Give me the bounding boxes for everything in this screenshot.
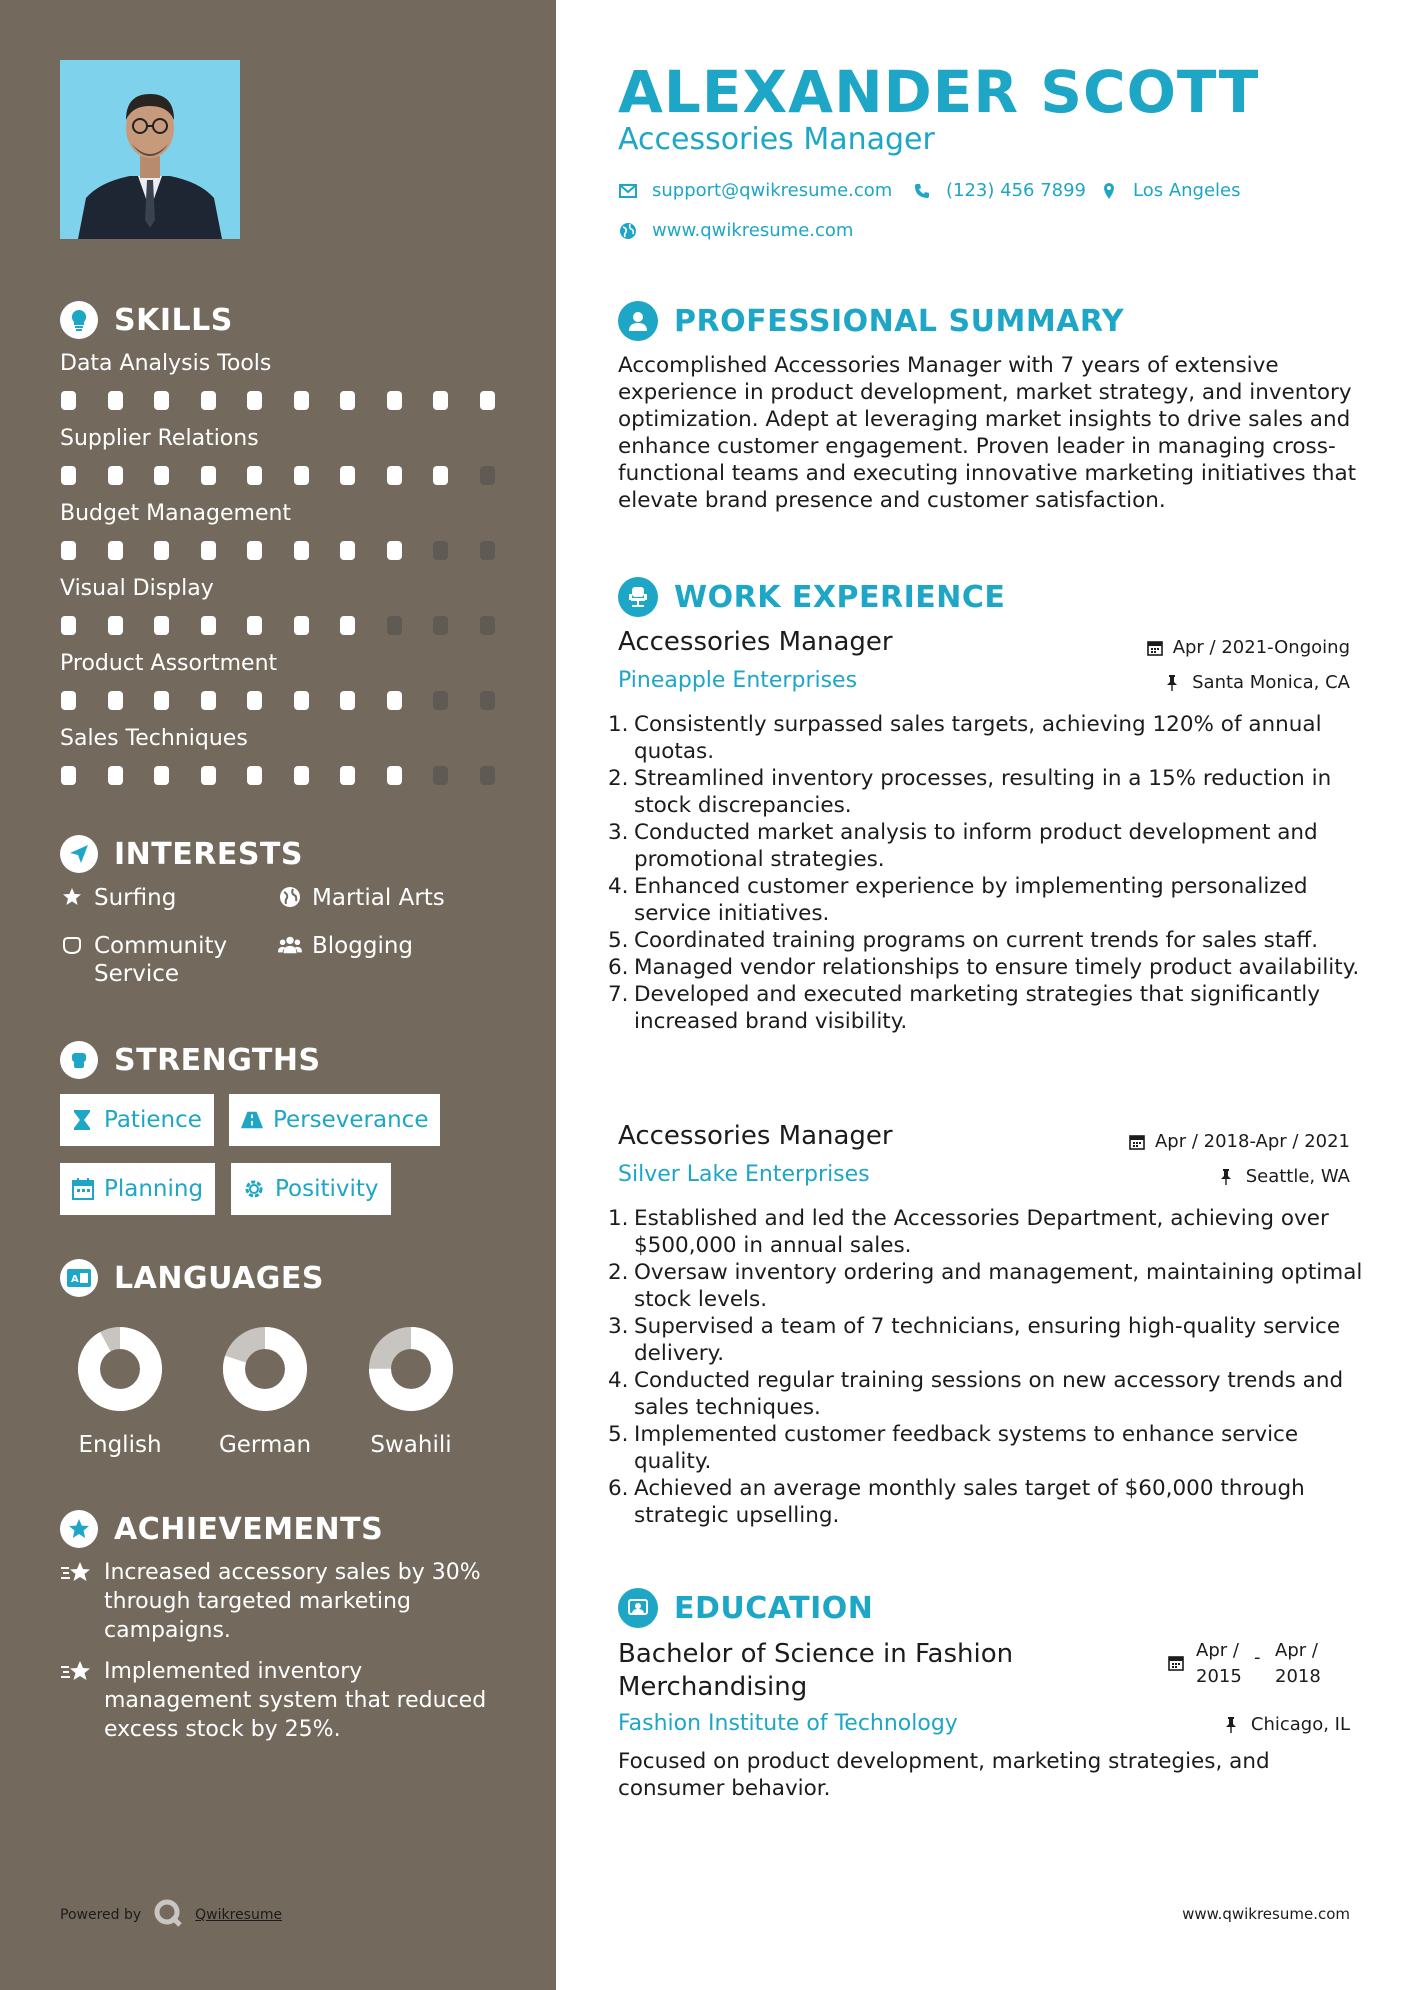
skill-name: Visual Display: [60, 576, 214, 601]
interest-item: [278, 932, 413, 960]
user-icon: [618, 301, 658, 341]
skill-dot: [387, 691, 402, 710]
skill-dot: [294, 391, 309, 410]
skill-dot: [108, 391, 123, 410]
interest-item: [60, 932, 227, 988]
calendar-icon: [1129, 1133, 1147, 1151]
calendar-icon: [1168, 1655, 1184, 1675]
users-icon: [278, 932, 302, 958]
office-chair-icon: [618, 577, 658, 617]
experience-heading: [618, 575, 1005, 619]
qwikresume-logo-icon: [153, 1898, 183, 1932]
sidebar: [0, 0, 556, 1990]
language-item: [351, 1326, 471, 1458]
skill-dot: [61, 766, 76, 785]
skill-dot: [480, 691, 495, 710]
languages-heading: [60, 1258, 324, 1298]
skill-name: Data Analysis Tools: [60, 351, 272, 376]
job-location-text: Seattle, WA: [1245, 1166, 1350, 1187]
skill-dot: [201, 691, 216, 710]
job-bullet: 5. Coordinated training programs on current trends for sales staff.: [608, 928, 1319, 953]
skill-dot: [433, 691, 448, 710]
skill-dot: [294, 466, 309, 485]
job-location-text: Santa Monica, CA: [1192, 672, 1350, 693]
skill-dot: [154, 766, 169, 785]
skill-dot: [294, 616, 309, 635]
svg-text:A: A: [71, 1274, 79, 1285]
job-date: [1129, 1131, 1350, 1152]
job-bullet: 3. Conducted market analysis to inform product development and promotional strategies.: [608, 820, 1318, 872]
language-donut: [368, 1326, 454, 1412]
strength-tag: [231, 1163, 391, 1215]
job-bullets: [608, 711, 1368, 1035]
skill-dot: [154, 616, 169, 635]
education-end-date: Apr / 2018: [1275, 1640, 1321, 1687]
skill-rating: [60, 766, 500, 786]
calendar-icon: [1147, 639, 1165, 657]
skill-dot: [154, 541, 169, 560]
skill-dot: [108, 466, 123, 485]
skill-dot: [387, 766, 402, 785]
contact-location: [1099, 180, 1241, 201]
skill-item: [60, 724, 500, 786]
achievements-heading: [60, 1509, 383, 1549]
graduation-icon: [618, 1588, 658, 1628]
pushpin-icon: [1220, 1168, 1238, 1186]
summary-heading-text: PROFESSIONAL SUMMARY: [674, 303, 1125, 339]
skill-dot: [247, 391, 262, 410]
education-heading-text: EDUCATION: [674, 1590, 874, 1626]
languages-heading-text: LANGUAGES: [114, 1260, 324, 1296]
contact-phone[interactable]: [912, 180, 1086, 201]
road-icon: [241, 1109, 263, 1131]
skills-heading: [60, 300, 233, 340]
strengths-heading-text: STRENGTHS: [114, 1042, 321, 1078]
strength-tag: [60, 1163, 215, 1215]
skill-dot: [108, 766, 123, 785]
skill-dot: [480, 766, 495, 785]
school-name: Fashion Institute of Technology: [618, 1711, 958, 1736]
skill-dot: [340, 691, 355, 710]
candidate-name: ALEXANDER SCOTT: [618, 58, 1260, 126]
summary-heading: [618, 299, 1124, 343]
education-description: Focused on product development, marketing strategies, and consumer behavior.: [618, 1749, 1270, 1801]
job-date: [1147, 637, 1350, 658]
job-title: Accessories Manager: [618, 627, 893, 657]
shooting-star-icon: [60, 1558, 94, 1592]
paper-plane-icon: [60, 835, 98, 873]
skill-dot: [154, 691, 169, 710]
main-content: [556, 0, 1407, 1990]
skill-dot: [294, 766, 309, 785]
skill-dot: [294, 691, 309, 710]
fist-icon: [60, 1041, 98, 1079]
skill-name: Budget Management: [60, 501, 292, 526]
skill-dot: [247, 466, 262, 485]
job-bullet: 7. Developed and executed marketing strategies that significantly increased brand visibility.: [608, 982, 1321, 1034]
globe-icon: [278, 884, 302, 910]
gear-icon: [243, 1178, 265, 1200]
job-bullet: 3. Supervised a team of 7 technicians, ensuring high-quality service delivery.: [608, 1314, 1341, 1366]
achievement-item: [60, 1558, 500, 1645]
job-company: Pineapple Enterprises: [618, 668, 858, 693]
education-location-text: Chicago, IL: [1250, 1714, 1350, 1735]
job-bullet: 6. Managed vendor relationships to ensure timely product availability.: [608, 955, 1360, 980]
job-bullet: 4. Enhanced customer experience by implementing personalized service initiatives.: [608, 874, 1308, 926]
skill-item: [60, 574, 500, 636]
contact-email[interactable]: [618, 180, 892, 201]
language-name: Swahili: [370, 1432, 452, 1458]
job-location: [1220, 1166, 1350, 1187]
job-date-text: Apr / 2018-Apr / 2021: [1154, 1131, 1350, 1152]
experience-heading-text: WORK EXPERIENCE: [674, 579, 1006, 615]
skill-dot: [201, 766, 216, 785]
skill-dot: [61, 691, 76, 710]
profile-photo: [60, 60, 240, 239]
skill-rating: [60, 391, 500, 411]
powered-by: [60, 1898, 282, 1932]
skill-dot: [247, 541, 262, 560]
interests-heading: [60, 834, 303, 874]
skill-dot: [201, 541, 216, 560]
powered-by-label: Powered by: [60, 1907, 142, 1923]
globe-icon: [618, 221, 638, 241]
summary-text: Accomplished Accessories Manager with 7 years of extensive experience in product development, market strategy, and inventory optimization. Adept at leveraging market insights to drive sales and enhance customer engagement. Proven leader in managing cross-functional teams and executing innovative marketing initiatives that elevate brand presence and customer satisfaction.: [618, 353, 1357, 513]
job-bullet: 1. Consistently surpassed sales targets, achieving 120% of annual quotas.: [608, 712, 1322, 764]
education-heading: [618, 1586, 873, 1630]
skill-dot: [61, 616, 76, 635]
skill-name: Supplier Relations: [60, 426, 259, 451]
translate-icon: [60, 1259, 98, 1297]
skill-dot: [340, 766, 355, 785]
email-text[interactable]: support@qwikresume.com: [652, 180, 893, 201]
interest-label: Martial Arts: [312, 885, 445, 911]
footer-website[interactable]: www.qwikresume.com: [1182, 1905, 1350, 1923]
location-text: Los Angeles: [1133, 180, 1241, 201]
skill-dot: [433, 616, 448, 635]
job-title: Accessories Manager: [618, 1121, 893, 1151]
achievement-text: Implemented inventory management system that reduced excess stock by 25%.: [104, 1659, 487, 1742]
interests-heading-text: INTERESTS: [114, 836, 303, 872]
strength-label: Planning: [104, 1176, 204, 1202]
job-company: Silver Lake Enterprises: [618, 1162, 870, 1187]
skills-heading-text: SKILLS: [114, 302, 233, 338]
job-bullet: 4. Conducted regular training sessions on new accessory trends and sales techniques.: [608, 1368, 1344, 1420]
skill-dot: [154, 391, 169, 410]
strength-tag: [229, 1094, 440, 1146]
skill-dot: [247, 616, 262, 635]
calendar-icon: [72, 1178, 94, 1200]
pushpin-icon: [1166, 674, 1184, 692]
skill-dot: [201, 466, 216, 485]
job-bullet: 2. Oversaw inventory ordering and management, maintaining optimal stock levels.: [608, 1260, 1363, 1312]
job-location: [1166, 672, 1350, 693]
skill-rating: [60, 616, 500, 636]
skill-dot: [433, 391, 448, 410]
skill-dot: [480, 466, 495, 485]
job-date-text: Apr / 2021-Ongoing: [1172, 637, 1350, 658]
skill-dot: [340, 541, 355, 560]
skill-dot: [247, 766, 262, 785]
envelope-icon: [618, 181, 638, 201]
skill-dot: [340, 466, 355, 485]
skill-name: Sales Techniques: [60, 726, 248, 751]
pushpin-icon: [1225, 1716, 1243, 1734]
hand-icon: [60, 932, 84, 958]
interest-item: [60, 884, 176, 912]
hourglass-icon: [72, 1109, 94, 1131]
language-donut: [222, 1326, 308, 1412]
candidate-title: Accessories Manager: [618, 122, 935, 157]
language-donut: [77, 1326, 163, 1412]
strength-label: Positivity: [275, 1176, 379, 1202]
language-item: [205, 1326, 325, 1458]
interest-label: Surfing: [94, 885, 177, 911]
skill-dot: [294, 541, 309, 560]
lightbulb-icon: [60, 301, 98, 339]
interest-item: [278, 884, 445, 912]
skill-dot: [61, 391, 76, 410]
skill-dot: [340, 616, 355, 635]
achievement-text: Increased accessory sales by 30% through targeted marketing campaigns.: [104, 1560, 481, 1643]
skill-dot: [433, 541, 448, 560]
interest-label: Community Service: [94, 933, 228, 987]
skill-dot: [154, 466, 169, 485]
skill-dot: [433, 466, 448, 485]
map-pin-icon: [1099, 181, 1119, 201]
phone-icon: [912, 181, 932, 201]
skill-rating: [60, 466, 500, 486]
skill-item: [60, 349, 500, 411]
degree-title: Bachelor of Science in Fashion Merchandising: [618, 1639, 1014, 1702]
strength-tag: [60, 1094, 214, 1146]
skill-dot: [340, 391, 355, 410]
skill-rating: [60, 691, 500, 711]
language-name: German: [218, 1432, 312, 1458]
skill-item: [60, 499, 500, 561]
website-text[interactable]: www.qwikresume.com: [652, 220, 854, 241]
job-bullet: 5. Implemented customer feedback systems to enhance service quality.: [608, 1422, 1299, 1474]
skill-dot: [480, 616, 495, 635]
skill-dot: [61, 541, 76, 560]
shooting-star-icon: [60, 1657, 94, 1691]
skill-rating: [60, 541, 500, 561]
skill-dot: [387, 541, 402, 560]
education-location: [1225, 1714, 1350, 1735]
job-bullet: 1. Established and led the Accessories Department, achieving over $500,000 in annual sales.: [608, 1206, 1329, 1258]
skill-name: Product Assortment: [60, 651, 278, 676]
skill-dot: [108, 691, 123, 710]
skill-dot: [108, 616, 123, 635]
star-icon: [60, 884, 84, 910]
education-start-date: Apr / 2015: [1196, 1640, 1242, 1687]
language-name: English: [78, 1432, 162, 1458]
skill-dot: [480, 391, 495, 410]
skill-item: [60, 424, 500, 486]
job-bullets: [608, 1205, 1368, 1529]
skill-dot: [201, 616, 216, 635]
contact-website[interactable]: [618, 220, 853, 241]
phone-text[interactable]: (123) 456 7899: [946, 180, 1087, 201]
qwikresume-link[interactable]: Qwikresume: [195, 1907, 283, 1923]
skill-dot: [387, 616, 402, 635]
job-bullet: 2. Streamlined inventory processes, resulting in a 15% reduction in stock discrepancies.: [608, 766, 1332, 818]
strength-label: Perseverance: [273, 1107, 429, 1133]
strength-label: Patience: [104, 1107, 202, 1133]
achievement-item: [60, 1657, 500, 1744]
interest-label: Blogging: [312, 933, 414, 959]
skill-dot: [387, 391, 402, 410]
job-bullet: 6. Achieved an average monthly sales target of $60,000 through strategic upselling.: [608, 1476, 1305, 1528]
skill-item: [60, 649, 500, 711]
skill-dot: [247, 691, 262, 710]
strengths-heading: [60, 1040, 321, 1080]
date-separator: -: [1254, 1647, 1261, 1668]
achievements-heading-text: ACHIEVEMENTS: [114, 1511, 384, 1547]
skill-dot: [61, 466, 76, 485]
skill-dot: [387, 466, 402, 485]
language-item: [60, 1326, 180, 1458]
skill-dot: [108, 541, 123, 560]
star-burst-icon: [60, 1510, 98, 1548]
skill-dot: [433, 766, 448, 785]
skill-dot: [480, 541, 495, 560]
skill-dot: [201, 391, 216, 410]
